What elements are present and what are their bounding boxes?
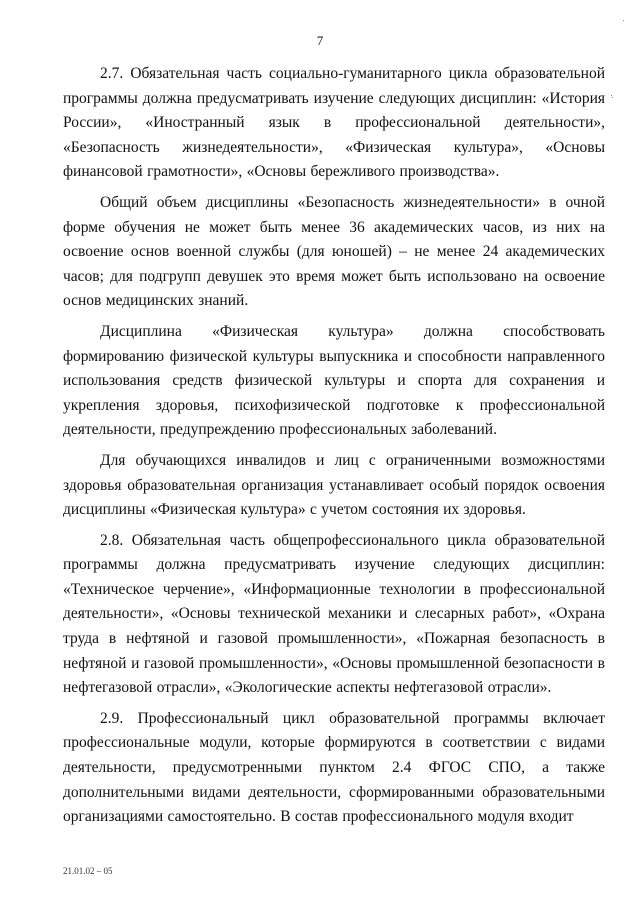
scan-speck xyxy=(612,97,613,98)
paragraph-disabled-students: Для обучающихся инвалидов и лиц с ограниченными возможностями здоровья образовательная организация устанавливает особый порядок освоения дисциплины «Физическая культура» с учетом состояния их здоровья. xyxy=(63,451,605,519)
paragraph-life-safety-hours: Общий объем дисциплины «Безопасность жизнедеятельности» в очной форме обучения не может быть менее 36 академических часов, из них на освоение основ военной службы (для юношей) – не менее 24 академических часов; для подгрупп девушек это время может быть использовано на освоение основ медицинских знаний. xyxy=(63,193,605,310)
paragraph-2-8: 2.8. Обязательная часть общепрофессионального цикла образовательной программы должна предусматривать изучение следующих дисциплин: «Техническое черчение», «Информационные технологии в профессиональной деятельности», «Основы технической механики и слесарных работ», «Охрана труда в нефтяной и газовой промышленности», «Пожарная безопасность в нефтяной и газовой промышленности», «Основы промышленной безопасности в нефтегазовой отрасли», «Экологические аспекты нефтегазовой отрасли». xyxy=(63,531,605,697)
paragraph-2-9: 2.9. Профессиональный цикл образовательной программы включает профессиональные модули, которые формируются в соответствии с видами деятельности, предусмотренными пунктом 2.4 ФГОС СПО, а также дополнительными видами деятельности, сформированными образовательными организациями самостоятельно. В состав профессионального модуля входит xyxy=(63,709,605,826)
document-code: 21.01.02 – 05 xyxy=(63,866,113,876)
paragraph-2-7: 2.7. Обязательная часть социально-гуманитарного цикла образовательной программы должна предусматривать изучение следующих дисциплин: «История России», «Иностранный язык в профессиональной деятельности», «Безопасность жизнедеятельности», «Физическая культура», «Основы финансовой грамотности», «Основы бережливого производства». xyxy=(63,65,605,181)
scan-speck xyxy=(611,95,612,96)
page-number: 7 xyxy=(316,33,324,48)
scan-speck xyxy=(623,20,624,21)
paragraph-physical-culture: Дисциплина «Физическая культура» должна способствовать формированию физической культуры выпускника и способности направленного использования средств физической культуры и спорта для сохранения и укрепления здоровья, психофизической подготовке к профессиональной деятельности, предупреждению профессиональных заболеваний. xyxy=(63,322,605,439)
document-body xyxy=(63,62,605,830)
